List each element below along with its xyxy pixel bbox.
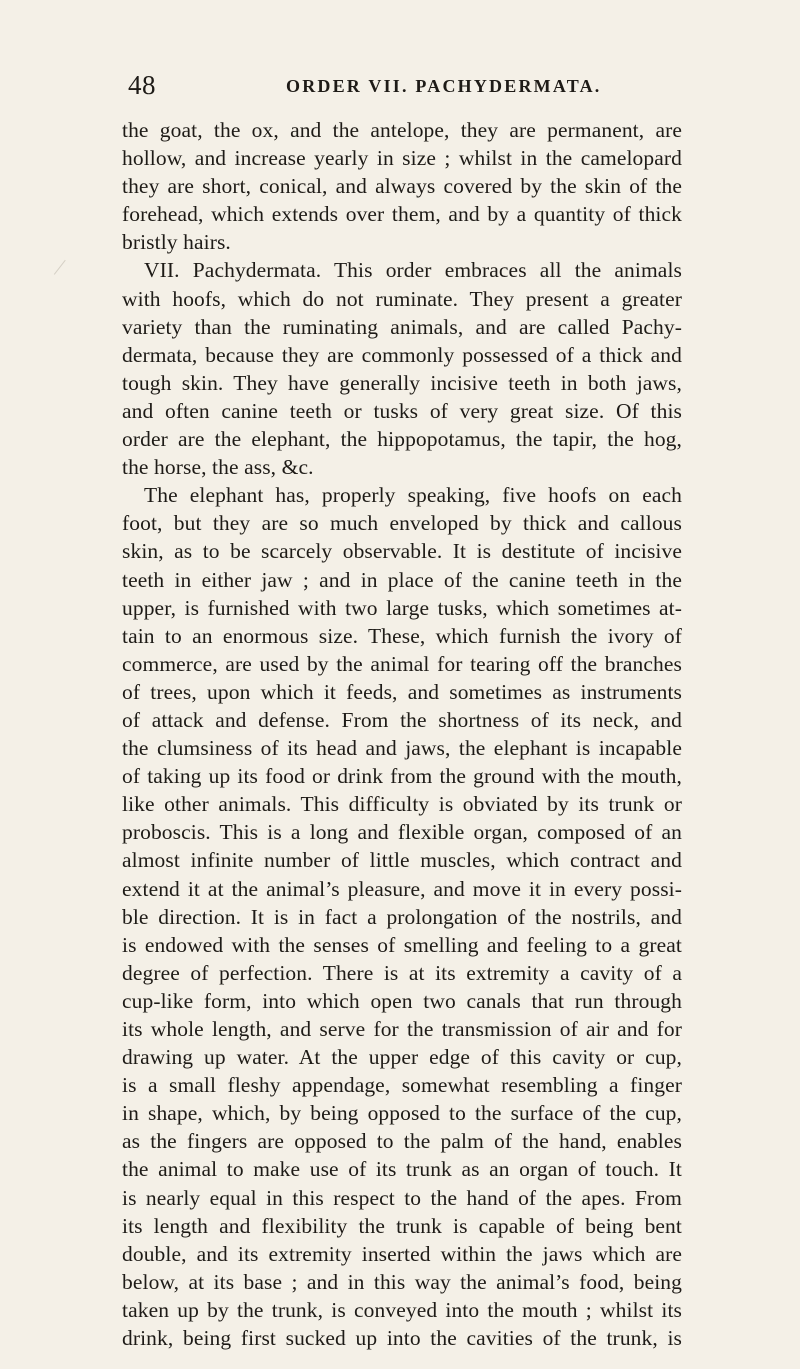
text-line: teeth in either jaw ; and in place of the canine teeth in the xyxy=(122,567,682,592)
text-line: commerce, are used by the animal for tearing off the branches xyxy=(122,651,682,676)
text-line: double, and its extremity inserted within the jaws which are xyxy=(122,1241,682,1266)
text-line: degree of perfection. There is at its extremity a cavity of a xyxy=(122,960,682,985)
text-line: drawing up water. At the upper edge of this cavity or cup, xyxy=(122,1045,682,1070)
text-line: like other animals. This difficulty is obviated by its trunk or xyxy=(122,792,682,817)
text-line: proboscis. This is a long and flexible organ, composed of an xyxy=(122,820,682,845)
text-line: VII. Pachydermata. This order embraces all the animals xyxy=(144,258,682,283)
text-line: the animal to make use of its trunk as an organ of touch. It xyxy=(122,1157,682,1182)
text-line: tough skin. They have generally incisive teeth in both jaws, xyxy=(122,370,682,395)
text-line: bristly hairs. xyxy=(122,230,231,255)
text-line: is a small fleshy appendage, somewhat resembling a finger xyxy=(122,1073,682,1098)
text-line: and often canine teeth or tusks of very great size. Of this xyxy=(122,398,682,423)
text-line: of attack and defense. From the shortness of its neck, and xyxy=(122,707,682,732)
text-line: skin, as to be scarcely observable. It is destitute of incisive xyxy=(122,539,682,564)
text-line: in shape, which, by being opposed to the surface of the cup, xyxy=(122,1101,682,1126)
running-head: ORDER VII. PACHYDERMATA. xyxy=(286,76,602,96)
text-line: the goat, the ox, and the antelope, they are permanent, are xyxy=(122,118,682,142)
text-line: foot, but they are so much enveloped by thick and callous xyxy=(122,511,682,536)
text-line: its whole length, and serve for the transmission of air and for xyxy=(122,1017,682,1041)
text-line: cup-like form, into which open two canals that run through xyxy=(122,988,682,1013)
text-line: below, at its base ; and in this way the animal’s food, being xyxy=(122,1269,682,1294)
text-line: is endowed with the senses of smelling and feeling to a great xyxy=(122,932,682,957)
text-line: they are short, conical, and always covered by the skin of the xyxy=(122,174,682,199)
text-line: of taking up its food or drink from the ground with the mouth, xyxy=(122,764,682,789)
text-line: of trees, upon which it feeds, and sometimes as instruments xyxy=(122,679,682,704)
text-line: upper, is furnished with two large tusks, which sometimes at- xyxy=(122,595,682,620)
text-line: taken up by the trunk, is conveyed into the mouth ; whilst its xyxy=(122,1297,682,1322)
text-line: as the fingers are opposed to the palm of the hand, enables xyxy=(122,1129,682,1154)
text-line: the clumsiness of its head and jaws, the elephant is incapable xyxy=(122,736,682,761)
text-line: extend it at the animal’s pleasure, and move it in every possi- xyxy=(122,876,682,901)
text-line: with hoofs, which do not ruminate. They present a greater xyxy=(122,286,682,311)
text-line: is nearly equal in this respect to the hand of the apes. From xyxy=(122,1185,682,1210)
text-line: almost infinite number of little muscles, which contract and xyxy=(122,848,682,873)
text-line: tain to an enormous size. These, which furnish the ivory of xyxy=(122,623,682,648)
page-number: 48 xyxy=(128,70,156,100)
text-line: the horse, the ass, &c. xyxy=(122,455,314,480)
text-line: ble direction. It is in fact a prolongation of the nostrils, and xyxy=(122,904,682,929)
body-text xyxy=(122,116,682,1352)
text-line: variety than the ruminating animals, and are called Pachy- xyxy=(122,314,682,339)
text-line: hollow, and increase yearly in size ; whilst in the camelopard xyxy=(122,146,682,171)
text-line: its length and flexibility the trunk is capable of being bent xyxy=(122,1213,682,1238)
page-header xyxy=(128,70,600,104)
text-line: drink, being first sucked up into the cavities of the trunk, is xyxy=(122,1326,682,1351)
text-line: forehead, which extends over them, and by a quantity of thick xyxy=(122,202,682,227)
text-line: The elephant has, properly speaking, five hoofs on each xyxy=(144,483,682,508)
text-line: order are the elephant, the hippopotamus, the tapir, the hog, xyxy=(122,427,682,452)
scan-blemish xyxy=(54,260,75,282)
text-line: dermata, because they are commonly possessed of a thick and xyxy=(122,342,682,367)
